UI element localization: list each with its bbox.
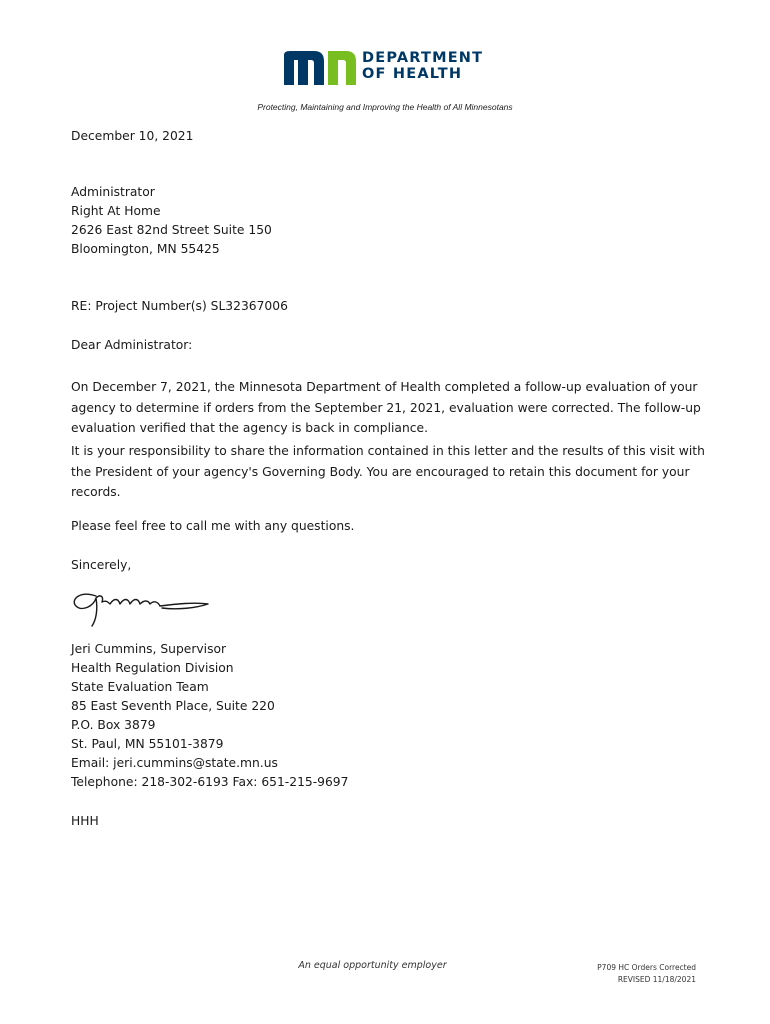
tagline: Protecting, Maintaining and Improving the Health of All Minnesotans — [257, 102, 513, 112]
logo-wordmark — [362, 51, 483, 82]
recipient-address — [71, 183, 272, 259]
mdh-logo — [284, 51, 494, 87]
salutation: Dear Administrator: — [71, 338, 193, 352]
logo-line-2: OF HEALTH — [362, 65, 463, 82]
footer-equal-opportunity: An equal opportunity employer — [298, 960, 447, 971]
recipient-line: 2626 East 82nd Street Suite 150 — [71, 223, 272, 237]
recipient-line: Administrator — [71, 185, 155, 199]
re-line: RE: Project Number(s) SL32367006 — [71, 299, 288, 313]
closing: Sincerely, — [71, 558, 132, 572]
recipient-line: Bloomington, MN 55425 — [71, 242, 220, 256]
mn-logo-mark-icon — [284, 51, 356, 85]
logo-line-1: DEPARTMENT — [362, 50, 484, 66]
body-paragraph: On December 7, 2021, the Minnesota Department of Health completed a follow-up evaluation of your agency to determine if orders from the September 21, 2021, evaluation were corrected. The follow-up evaluation verified that the agency is back in compliance. — [71, 380, 701, 435]
body-paragraph: Please feel free to call me with any questions. — [71, 519, 355, 533]
letter-date: December 10, 2021 — [71, 129, 194, 143]
signer-name-title: Jeri Cummins, Supervisor — [71, 642, 227, 656]
body-paragraph: It is your responsibility to share the information contained in this letter and the results of this visit with the President of your agency's Governing Body. You are encouraged to retain this document for your records. — [71, 444, 705, 499]
footer-form-id: P709 HC Orders Corrected — [597, 963, 696, 972]
footer-revised: REVISED 11/18/2021 — [617, 975, 696, 984]
typist-initials: HHH — [71, 814, 99, 828]
signature-block — [71, 640, 348, 792]
signer-po-box: P.O. Box 3879 — [71, 718, 156, 732]
signer-city-state-zip: St. Paul, MN 55101-3879 — [71, 737, 224, 751]
signer-email: Email: jeri.cummins@state.mn.us — [71, 756, 278, 770]
signer-division: Health Regulation Division — [71, 661, 234, 675]
signer-phone-fax: Telephone: 218-302-6193 Fax: 651-215-9697 — [71, 775, 349, 789]
signer-address-street: 85 East Seventh Place, Suite 220 — [71, 699, 275, 713]
signature-image — [66, 584, 214, 628]
recipient-line: Right At Home — [71, 204, 161, 218]
footer-form-info — [597, 962, 696, 986]
signer-team: State Evaluation Team — [71, 680, 209, 694]
